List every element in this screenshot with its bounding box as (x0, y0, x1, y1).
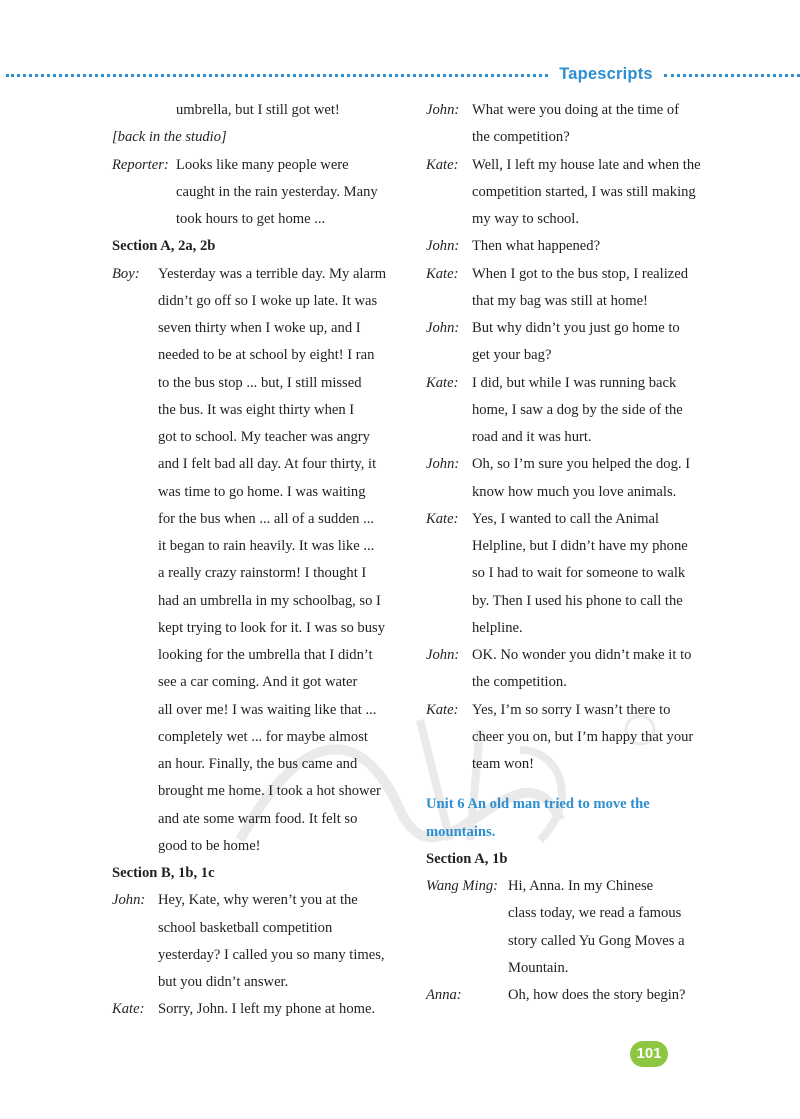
dialogue-line (426, 97, 726, 124)
speaker-label: John: (112, 892, 146, 909)
speaker-label: Wang Ming: (426, 878, 499, 894)
right-column (426, 97, 726, 1009)
section-heading: Section A, 1b (426, 850, 508, 867)
running-header (0, 66, 800, 86)
speaker-label: Kate: (426, 156, 459, 173)
dialogue-text: Well, I left my house late and when the (472, 156, 701, 173)
continuation-text: brought me home. I took a hot shower (158, 783, 381, 800)
continuation-text: didn’t go off so I woke up late. It was (158, 292, 378, 309)
continuation-text: know how much you love animals. (472, 483, 677, 500)
continuation-text: to the bus stop ... but, I still missed (158, 374, 362, 391)
speaker-label: Kate: (426, 374, 459, 391)
continuation-text: a really crazy rainstorm! I thought I (158, 565, 367, 582)
continuation-text: umbrella, but I still got wet! (176, 102, 340, 118)
dialogue-line (426, 697, 726, 724)
continuation-text: so I had to wait for someone to walk (472, 565, 686, 582)
continuation-text: for the bus when ... all of a sudden ... (158, 510, 375, 527)
continuation-text: school basketball competition (158, 919, 333, 936)
dialogue-text: Yesterday was a terrible day. My alarm (158, 265, 387, 282)
stage-direction: [back in the studio] (112, 129, 227, 146)
unit-heading: Unit 6 An old man tried to move the (426, 796, 650, 813)
continuation-text: but you didn’t answer. (158, 974, 289, 990)
dialogue-line (112, 887, 408, 914)
dialogue-line (112, 261, 408, 288)
dialogue-text: But why didn’t you just go home to (472, 320, 680, 336)
continuation-text: cheer you on, but I’m happy that your (472, 728, 694, 745)
dialogue-line (426, 873, 726, 900)
continuation-text: helpline. (472, 619, 523, 636)
dialogue-line (112, 152, 408, 179)
speaker-label: Boy: (112, 265, 140, 282)
speaker-label: Reporter: (112, 156, 169, 173)
speaker-label: John: (426, 320, 460, 336)
continuation-text: the competition? (472, 129, 570, 146)
dialogue-text: OK. No wonder you didn’t make it to (472, 647, 692, 663)
continuation-text: looking for the umbrella that I didn’t (158, 647, 373, 663)
continuation-text: that my bag was still at home! (472, 292, 648, 309)
dialogue-line (426, 642, 726, 669)
continuation-text: road and it was hurt. (472, 429, 592, 445)
dialogue-text: When I got to the bus stop, I realized (472, 265, 689, 282)
continuation-text: home, I saw a dog by the side of the (472, 401, 683, 418)
speaker-label: Kate: (426, 510, 459, 527)
speaker-label: Kate: (426, 701, 459, 718)
dialogue-line (426, 152, 726, 179)
continuation-text: by. Then I used his phone to call the (472, 592, 683, 609)
dialogue-line (426, 261, 726, 288)
continuation-text: had an umbrella in my schoolbag, so I (158, 592, 381, 609)
continuation-text: the bus. It was eight thirty when I (158, 401, 355, 418)
dialogue-line (112, 996, 408, 1023)
dialogue-text: Oh, how does the story begin? (508, 987, 686, 1003)
dialogue-text: Oh, so I’m sure you helped the dog. I (472, 456, 691, 473)
continuation-text: and ate some warm food. It felt so (158, 810, 358, 827)
continuation-text: competition started, I was still making (472, 183, 696, 200)
continuation-text: completely wet ... for maybe almost (158, 728, 368, 745)
continuation-text: see a car coming. And it got water (158, 674, 358, 691)
page-number: 101 (630, 1041, 668, 1067)
dialogue-text: I did, but while I was running back (472, 374, 677, 391)
continuation-text: the competition. (472, 674, 567, 691)
continuation-text: all over me! I was waiting like that ... (158, 701, 377, 718)
continuation-text: needed to be at school by eight! I ran (158, 347, 375, 364)
continuation-text: get your bag? (472, 347, 552, 364)
dialogue-text: Yes, I wanted to call the Animal (472, 510, 659, 527)
dialogue-text: Looks like many people were (176, 156, 349, 173)
dotted-rule-right (664, 74, 800, 77)
dialogue-text: Yes, I’m so sorry I wasn’t there to (472, 701, 671, 718)
continuation-text: took hours to get home ... (176, 211, 326, 227)
speaker-label: Anna: (426, 987, 462, 1003)
continuation-text: story called Yu Gong Moves a (508, 932, 685, 949)
continuation-text: Mountain. (508, 959, 569, 976)
continuation-text: caught in the rain yesterday. Many (176, 183, 378, 200)
continuation-text: my way to school. (472, 211, 580, 227)
continuation-text: and I felt bad all day. At four thirty, it (158, 456, 377, 473)
speaker-label: John: (426, 102, 460, 118)
speaker-label: Kate: (426, 265, 459, 282)
unit-heading: mountains. (426, 823, 496, 840)
dialogue-text: What were you doing at the time of (472, 102, 680, 118)
left-column (112, 97, 408, 1024)
dialogue-line (426, 506, 726, 533)
dialogue-text: Sorry, John. I left my phone at home. (158, 1001, 376, 1018)
speaker-label: John: (426, 456, 460, 473)
continuation-text: an hour. Finally, the bus came and (158, 756, 358, 772)
speaker-label: John: (426, 238, 460, 255)
dialogue-text: Then what happened? (472, 238, 601, 255)
dialogue-text: Hey, Kate, why weren’t you at the (158, 892, 358, 909)
continuation-text: yesterday? I called you so many times, (158, 946, 385, 963)
continuation-text: seven thirty when I woke up, and I (158, 320, 361, 336)
dialogue-line (426, 233, 726, 260)
continuation-text: kept trying to look for it. I was so busy (158, 619, 385, 636)
spacer (426, 778, 726, 791)
dialogue-line (426, 982, 726, 1009)
continuation-text: class today, we read a famous (508, 905, 682, 922)
dialogue-line (426, 370, 726, 397)
continuation-text: team won! (472, 756, 535, 772)
section-title: Tapescripts (559, 65, 653, 83)
dotted-rule-left (6, 74, 548, 77)
speaker-label: John: (426, 647, 460, 663)
continuation-text: Helpline, but I didn’t have my phone (472, 538, 688, 554)
continuation-text: got to school. My teacher was angry (158, 429, 370, 445)
continuation-text: good to be home! (158, 837, 261, 854)
dialogue-line (426, 451, 726, 478)
continuation-text: it began to rain heavily. It was like ... (158, 538, 375, 554)
dialogue-line (426, 315, 726, 342)
section-heading: Section B, 1b, 1c (112, 865, 215, 881)
dialogue-text: Hi, Anna. In my Chinese (508, 878, 654, 894)
section-heading: Section A, 2a, 2b (112, 238, 216, 255)
speaker-label: Kate: (112, 1001, 145, 1018)
continuation-text: was time to go home. I was waiting (158, 483, 366, 500)
